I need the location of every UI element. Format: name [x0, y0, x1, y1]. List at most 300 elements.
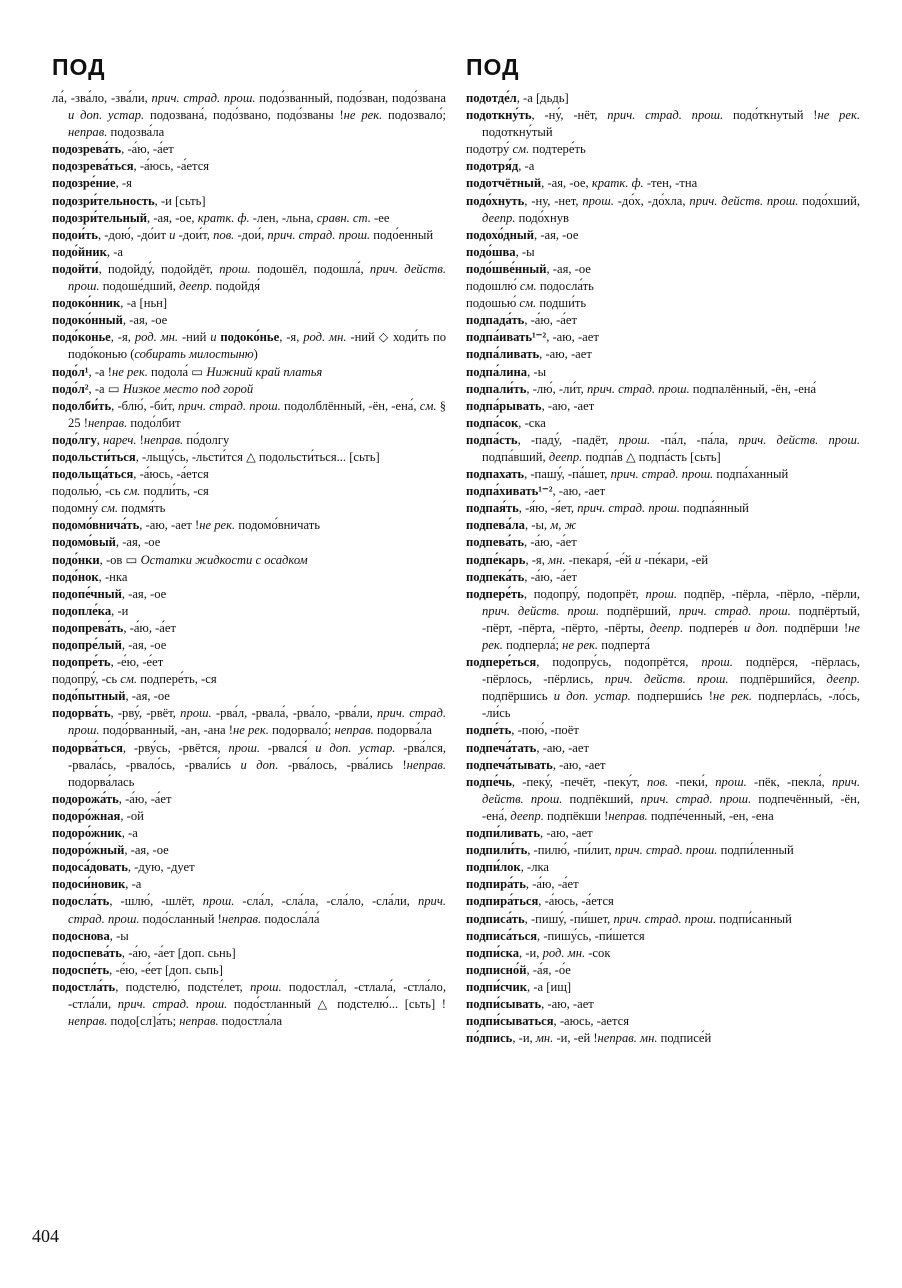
- entry-headword: подпере́ть: [466, 586, 524, 601]
- entry-headword: подоро́жник: [52, 826, 122, 841]
- entry-text: -рва́л, -рвала́, -рва́ло, -рва́ли,: [211, 706, 377, 721]
- dictionary-entry: [466, 158, 860, 175]
- entry-text: , -аю, -ает: [536, 740, 589, 755]
- entry-headword: подомо́вый: [52, 535, 116, 550]
- entry-text: , -ы: [109, 928, 129, 943]
- entry-label: прич. страд. прош.: [151, 91, 256, 105]
- entry-text: подпе́ченный, -ен, -ена: [647, 808, 774, 823]
- entry-label: мн.: [636, 1031, 658, 1046]
- entry-text: подойдя́: [212, 279, 260, 294]
- entry-text: , -и,: [519, 945, 543, 960]
- entry-text: подпечённый, -ён, -ена́,: [482, 791, 861, 823]
- entry-text: подостла́ла: [218, 1014, 283, 1029]
- dictionary-entry: [466, 1013, 860, 1030]
- entry-text: , подопру́сь, подопрётся,: [536, 655, 702, 670]
- entry-label: не рек.: [562, 638, 599, 652]
- entry-text: ,: [96, 432, 104, 447]
- entry-headword: подольща́ться: [52, 467, 134, 482]
- entry-text: -пекаря́, -е́й: [565, 552, 635, 567]
- dictionary-entry: [466, 193, 860, 227]
- entry-text: , -пеку́, -печёт, -пеку́т,: [511, 774, 647, 789]
- entry-label: неправ.: [406, 757, 446, 772]
- entry-label: неправ.: [221, 911, 262, 926]
- entry-label: нареч.: [103, 432, 137, 447]
- entry-label: прош.: [582, 193, 614, 208]
- entry-label: не рек.: [233, 723, 269, 738]
- dictionary-entry: [466, 928, 860, 945]
- entry-text: подпа́ханный: [713, 467, 789, 482]
- entry-text: подопру́, -сь: [52, 672, 121, 687]
- dictionary-entry: [466, 979, 860, 996]
- entry-text: , -а: [518, 159, 535, 174]
- entry-headword: подозрева́ть: [52, 142, 122, 157]
- dictionary-entry: [52, 364, 446, 381]
- entry-text: подомо́вничать: [235, 518, 321, 533]
- entry-label: неправ.: [143, 432, 184, 447]
- dictionary-entry: [466, 244, 860, 261]
- entry-text: , -ы,: [524, 518, 551, 533]
- entry-headword: подотря́д: [466, 159, 519, 174]
- dictionary-entry: [52, 603, 446, 620]
- dictionary-entry: [466, 740, 860, 757]
- entry-headword: подолби́ть: [52, 398, 112, 413]
- entry-text: подпёкший,: [562, 791, 641, 806]
- entry-text: подперта́: [598, 638, 651, 652]
- entry-label: прич. страд. прош.: [607, 108, 724, 123]
- entry-text: по́долгу: [183, 432, 230, 447]
- entry-label: пов.: [646, 774, 669, 789]
- entry-text: , -ая, -ое: [121, 586, 167, 601]
- entry-text: !: [136, 432, 144, 447]
- dictionary-entry: [466, 312, 860, 329]
- entry-headword: подо́конье: [52, 330, 111, 345]
- dictionary-entry: [52, 141, 446, 158]
- dictionary-entry: [52, 586, 446, 603]
- entry-label: неправ.: [179, 1014, 219, 1029]
- entry-headword: подойти́: [52, 261, 99, 276]
- entry-text: , -я,: [279, 330, 304, 345]
- entry-text: подмя́ть: [118, 501, 166, 516]
- dictionary-entry: [466, 825, 860, 842]
- entry-text: § 25 !: [68, 398, 446, 430]
- dictionary-entry: [466, 962, 860, 979]
- entry-text: подозвана́, подо́звано, подо́званы !: [144, 108, 344, 123]
- dictionary-entry: [52, 193, 446, 210]
- entry-label: прич. страд. прош.: [267, 227, 371, 242]
- entry-text: подо́енный: [370, 227, 434, 242]
- entry-text: подпёршись: [482, 689, 554, 704]
- entry-label: и: [210, 330, 217, 345]
- dictionary-entry: [52, 90, 446, 141]
- entry-headword: подписа́ть: [466, 911, 525, 926]
- entry-text: подорвало́;: [268, 723, 335, 738]
- entry-text: -рвался́: [259, 740, 316, 755]
- entry-list-left: [52, 90, 446, 1030]
- entry-text: , -шлю́, -шлёт,: [109, 894, 203, 909]
- entry-label: прош.: [250, 979, 282, 994]
- entry-label: прич. страд. прош.: [117, 996, 228, 1011]
- entry-text: , -ая, -ое,: [147, 210, 198, 225]
- entry-text: , -пашу́, -па́шет,: [524, 467, 611, 482]
- entry-label: деепр.: [826, 672, 860, 687]
- entry-text: подоткну́тый: [482, 125, 553, 140]
- dictionary-entry: [466, 175, 860, 192]
- entry-label: неправ.: [68, 125, 108, 140]
- entry-text: -сок: [585, 945, 611, 960]
- entry-text: , -а́ю, -а́ет: [121, 142, 174, 157]
- entry-text: , -пишу́, -пи́шет,: [524, 911, 614, 926]
- dictionary-entry: [52, 979, 446, 1030]
- entry-text: , -а [ньн]: [120, 296, 168, 311]
- entry-label: прич. страд. прош.: [577, 501, 680, 516]
- entry-headword: подотчётный: [466, 176, 542, 191]
- dictionary-entry: [52, 962, 446, 979]
- entry-text: , подстелю́, подсте́лет,: [115, 979, 251, 994]
- entry-label: прош.: [645, 586, 678, 601]
- entry-label: и доп.: [240, 757, 279, 772]
- dictionary-entry: [52, 945, 446, 962]
- entry-label: см.: [123, 484, 141, 499]
- dictionary-entry: [52, 158, 446, 175]
- dictionary-entry: [52, 398, 446, 432]
- entry-headword: подпа́ливать: [466, 347, 540, 362]
- entry-text: -рва́лось, -рва́лись !: [278, 757, 407, 772]
- entry-headword: подпи́сываться: [466, 1014, 554, 1029]
- entry-headword: подо́нки: [52, 552, 100, 567]
- entry-text: , -ая, -ое: [124, 843, 169, 858]
- entry-headword: подпали́ть: [466, 381, 527, 396]
- entry-headword: подо́нок: [52, 569, 99, 584]
- entry-label: не рек.: [111, 364, 148, 379]
- entry-text: , -ая, -ое: [115, 535, 161, 550]
- entry-headword: подорва́ться: [52, 740, 123, 755]
- entry-headword: подпая́ть: [466, 501, 519, 516]
- running-header-right: ПОД: [466, 54, 520, 80]
- entry-headword: подольсти́ться: [52, 449, 136, 464]
- entry-headword: подпи́ска: [466, 945, 520, 960]
- entry-text: , -ая, -ое: [122, 313, 168, 328]
- entry-text: подо́ткнутый !: [723, 108, 818, 123]
- entry-label: прич. действ. прош.: [482, 774, 861, 806]
- entry-text: , -и [сьть]: [154, 193, 206, 208]
- entry-text: , -ая, -ое: [534, 227, 579, 242]
- entry-text: -ее: [370, 210, 390, 225]
- entry-headword: подопре́лый: [52, 638, 122, 652]
- dictionary-entry: [466, 654, 860, 722]
- entry-label: и: [634, 552, 642, 567]
- entry-text: , -а́ю, -а́ет [доп. сьнь]: [121, 945, 236, 960]
- entry-text: , -а́юсь, -а́ется: [133, 467, 209, 482]
- entry-list-right: [466, 90, 860, 1047]
- entry-label: неправ.: [87, 415, 128, 430]
- entry-text: , -дою́, -до́ит: [97, 227, 170, 242]
- entry-headword: подпи́ливать: [466, 826, 541, 841]
- entry-text: , -а́ю, -а́ет: [123, 620, 176, 635]
- entry-headword: подпева́ла: [466, 518, 525, 533]
- dictionary-entry: [52, 671, 446, 688]
- entry-headword: подпе́ть: [466, 723, 512, 738]
- entry-text: -рва́лся, -рвала́сь, -рвало́сь, -рвали́сь: [68, 740, 447, 772]
- entry-text: , -а́юсь, -а́ется: [538, 894, 614, 909]
- entry-text: , -аю, -ает: [546, 330, 599, 345]
- entry-headword: подоспева́ть: [52, 945, 122, 960]
- entry-text: , -а [ищ]: [527, 979, 572, 994]
- entry-label: и доп. устар.: [553, 689, 631, 704]
- entry-headword: подпе́чь: [466, 774, 512, 789]
- entry-label: собирать милостыню: [134, 347, 254, 362]
- entry-label: сравн. ст.: [316, 210, 371, 225]
- entry-label: прич. действ. прош.: [604, 672, 729, 687]
- dictionary-entry: [52, 312, 446, 329]
- entry-label: деепр.: [649, 620, 684, 635]
- entry-text: подорва́лась: [68, 774, 135, 789]
- entry-text: , -ов ▭: [99, 552, 141, 567]
- entry-text: подпёрший,: [598, 603, 679, 618]
- entry-text: подошлю́: [466, 279, 520, 294]
- entry-headword: подомо́внича́ть: [52, 518, 140, 533]
- entry-label: прич. действ. прош.: [68, 261, 446, 294]
- entry-label: прош.: [618, 432, 651, 447]
- entry-text: , -аю, -ает: [541, 398, 595, 413]
- entry-headword: подо́лгу: [52, 432, 97, 447]
- entry-headword: подо́хнуть: [466, 193, 525, 208]
- dictionary-entry: [466, 569, 860, 586]
- entry-headword: подо́пытный: [52, 689, 126, 704]
- entry-text: -дои́т,: [175, 227, 214, 242]
- entry-text: подпа́в △ подпа́сть [сьть]: [582, 449, 721, 464]
- entry-text: подперши́сь !: [630, 689, 713, 704]
- dictionary-entry: [52, 569, 446, 586]
- dictionary-entry: [52, 688, 446, 705]
- dictionary-entry: [466, 552, 860, 569]
- entry-label: не рек.: [713, 689, 753, 704]
- entry-headword: подписно́й: [466, 962, 527, 977]
- dictionary-entry: [466, 346, 860, 363]
- entry-headword: подо́л¹: [52, 364, 89, 379]
- entry-headword: подои́ть: [52, 227, 98, 242]
- entry-label: прич. действ. прош.: [482, 603, 599, 618]
- entry-text: -ний ◇ ходи́ть по подо́конью (: [68, 330, 447, 362]
- entry-text: , -а́юсь, -а́ется: [133, 159, 210, 174]
- dictionary-entry: [52, 876, 446, 893]
- entry-label: не рек.: [199, 518, 236, 533]
- running-header-left: ПОД: [52, 54, 106, 80]
- dictionary-entry: [52, 295, 446, 312]
- entry-text: , -а́ю, -а́ет: [524, 535, 577, 550]
- dictionary-entry: [466, 722, 860, 739]
- dictionary-entry: [466, 757, 860, 774]
- entry-label: прич. страд. прош.: [678, 603, 791, 618]
- entry-text: , -аю, -ает !: [139, 518, 200, 533]
- entry-headword: подотде́л: [466, 91, 517, 105]
- entry-text: подперла́сь, -ло́сь, -ли́сь: [482, 689, 860, 721]
- entry-text: , -ска: [518, 415, 546, 430]
- dictionary-entry: [52, 500, 446, 517]
- entry-text: подо́хший,: [798, 193, 860, 208]
- entry-text: , подопру́, подопрёт,: [523, 586, 646, 601]
- entry-label: прич. страд. прош.: [586, 381, 690, 396]
- entry-headword: подпахать: [466, 467, 525, 482]
- entry-text: , -я́ю, -я́ет,: [518, 501, 578, 516]
- entry-label: не рек.: [343, 108, 383, 123]
- entry-headword: подозрева́ться: [52, 159, 134, 174]
- entry-text: подпёрся, -пёрлась, -пёрлось, -пёрлись,: [482, 655, 860, 687]
- entry-text: подпа́вший,: [482, 449, 549, 464]
- entry-label: неправ.: [608, 808, 648, 823]
- entry-label: прич. действ. прош.: [738, 432, 860, 447]
- entry-label: неправ.: [68, 1014, 108, 1029]
- entry-text: подпёршийся,: [728, 672, 827, 687]
- dictionary-entry: [52, 261, 446, 295]
- entry-text: -дои́,: [234, 227, 268, 242]
- entry-text: подпёрши !: [778, 620, 849, 635]
- entry-text: подосла́ла́: [261, 911, 320, 926]
- dictionary-entry: [466, 517, 860, 534]
- entry-text: , -ая, -ое,: [541, 176, 592, 191]
- entry-text: , -а́я, -о́е: [526, 962, 571, 977]
- entry-label: см.: [519, 279, 537, 294]
- entry-label: деепр.: [510, 808, 544, 823]
- entry-headword: подпека́ть: [466, 569, 525, 584]
- entry-text: ла́, -зва́ло, -зва́ли,: [52, 91, 152, 105]
- entry-text: подпи́санный: [716, 911, 792, 926]
- entry-text: , -аю, -ает: [552, 484, 606, 499]
- entry-text: , -и,: [512, 1031, 536, 1046]
- entry-text: подо[сл]а́ть;: [107, 1014, 180, 1029]
- entry-label: и: [169, 227, 176, 242]
- entry-label: прош.: [715, 774, 747, 789]
- entry-label: прич. страд. прош.: [614, 843, 718, 858]
- dictionary-entry: [52, 825, 446, 842]
- dictionary-entry: [52, 705, 446, 739]
- entry-text: подолблённый, -ён, -ена́,: [280, 398, 420, 413]
- entry-headword: подпере́ться: [466, 655, 537, 670]
- dictionary-entry: [52, 654, 446, 671]
- entry-label: деепр.: [179, 279, 213, 294]
- entry-text: подпалённый, -ён, -ена́: [689, 381, 817, 396]
- dictionary-entry: [52, 210, 446, 227]
- entry-text: -пеки́,: [668, 774, 716, 789]
- page-number: 404: [32, 1226, 59, 1246]
- entry-text: подозвало́;: [382, 108, 446, 123]
- entry-text: , -а: [121, 826, 138, 841]
- dictionary-entry: [52, 466, 446, 483]
- dictionary-entry: [466, 107, 860, 141]
- entry-text: подпа́янный: [679, 501, 749, 516]
- entry-text: подо́хнув: [515, 210, 569, 225]
- entry-text: , -пою́, -поёт: [511, 723, 579, 738]
- dictionary-entry: [52, 740, 446, 791]
- entry-label: прич. страд. прош.: [178, 398, 281, 413]
- dictionary-entry: [466, 842, 860, 859]
- entry-label: мн.: [548, 552, 566, 567]
- entry-text: подши́ть: [536, 296, 587, 311]
- entry-headword: подо́л²: [52, 381, 89, 396]
- entry-text: , -рву́сь, -рвётся,: [122, 740, 229, 755]
- dictionary-entry: [52, 859, 446, 876]
- entry-text: -лен, -льна,: [249, 210, 317, 225]
- dictionary-entry: [52, 637, 446, 654]
- entry-text: , -ы: [527, 364, 547, 379]
- entry-text: , -я,: [110, 330, 135, 345]
- entry-label: неправ.: [334, 723, 374, 738]
- entry-text: , -и: [111, 603, 129, 618]
- entry-headword: подпа́рывать: [466, 398, 542, 413]
- dictionary-entry: [52, 227, 446, 244]
- entry-headword: подпеча́тать: [466, 740, 537, 755]
- entry-label: см.: [512, 142, 530, 157]
- entry-headword: подпа́лина: [466, 364, 528, 379]
- entry-text: подо́званный, подо́зван, подо́звана: [255, 91, 447, 105]
- dictionary-entry: [52, 483, 446, 500]
- entry-text: , -а: [106, 244, 123, 259]
- entry-text: , -аю, -ает: [541, 996, 594, 1011]
- entry-label: прош.: [202, 894, 235, 909]
- entry-label: прич. страд. прош.: [68, 706, 446, 738]
- entry-headword: подоснова: [52, 928, 110, 943]
- entry-headword: подпили́ть: [466, 843, 528, 858]
- entry-label: Остатки жидкости с осадком: [140, 552, 308, 567]
- entry-text: подошью́: [466, 296, 520, 311]
- dictionary-entry: [466, 398, 860, 415]
- entry-label: см.: [519, 296, 537, 311]
- entry-text: подпёкши !: [543, 808, 609, 823]
- entry-text: , -паду́, -падёт,: [517, 432, 619, 447]
- entry-text: , -ая, -ое: [546, 261, 591, 276]
- dictionary-entry: [466, 90, 860, 107]
- entry-text: , -ой: [120, 808, 144, 823]
- dictionary-entry: [466, 364, 860, 381]
- entry-text: подоше́дший,: [99, 279, 180, 294]
- dictionary-entry: [52, 449, 446, 466]
- entry-headword: подозре́ние: [52, 176, 116, 191]
- entry-label: неправ.: [597, 1031, 637, 1046]
- entry-headword: подо́шве́нный: [466, 261, 547, 276]
- dictionary-entry: [52, 329, 446, 363]
- entry-label: и доп. устар.: [68, 108, 145, 123]
- entry-text: подорва́ла: [373, 723, 432, 738]
- dictionary-entry: [466, 278, 860, 295]
- entry-text: подпере́ть, -ся: [137, 672, 217, 687]
- entry-headword: подопрева́ть: [52, 620, 124, 635]
- entry-label: прич. действ. прош.: [689, 193, 799, 208]
- entry-text: -пе́кари, -ей: [641, 552, 709, 567]
- entry-label: прош.: [701, 655, 733, 670]
- entry-text: подли́ть, -ся: [140, 484, 209, 499]
- entry-headword: подозри́тельный: [52, 210, 148, 225]
- entry-text: , -аюсь, -ается: [553, 1014, 630, 1029]
- entry-headword: подпа́хивать¹⁻²: [466, 484, 553, 499]
- entry-text: -ний: [178, 330, 211, 345]
- entry-label: Нижний край платья: [206, 364, 323, 379]
- dictionary-entry: [466, 945, 860, 962]
- entry-text: ): [253, 347, 258, 362]
- entry-headword: подоса́довать: [52, 860, 128, 875]
- entry-label: см.: [419, 398, 437, 413]
- entry-headword: подоро́жный: [52, 843, 125, 858]
- entry-text: , -льщу́сь, -льсти́тся △ подольсти́ться... [сьть]: [135, 449, 380, 464]
- entry-headword: подоси́новик: [52, 877, 126, 892]
- entry-headword: подо́шва: [466, 244, 516, 259]
- entry-text: , -а́ю, -а́ет: [524, 313, 577, 328]
- dictionary-entry: [466, 774, 860, 825]
- entry-text: , -дую, -дует: [127, 860, 195, 875]
- entry-text: подпёртый, -пёрт, -пёрта, -пёрто, -пёрты,: [482, 603, 860, 635]
- dictionary-entry: [52, 517, 446, 534]
- dictionary-entry: [466, 415, 860, 432]
- dictionary-entry: [52, 244, 446, 261]
- entry-text: подотру́: [466, 142, 513, 157]
